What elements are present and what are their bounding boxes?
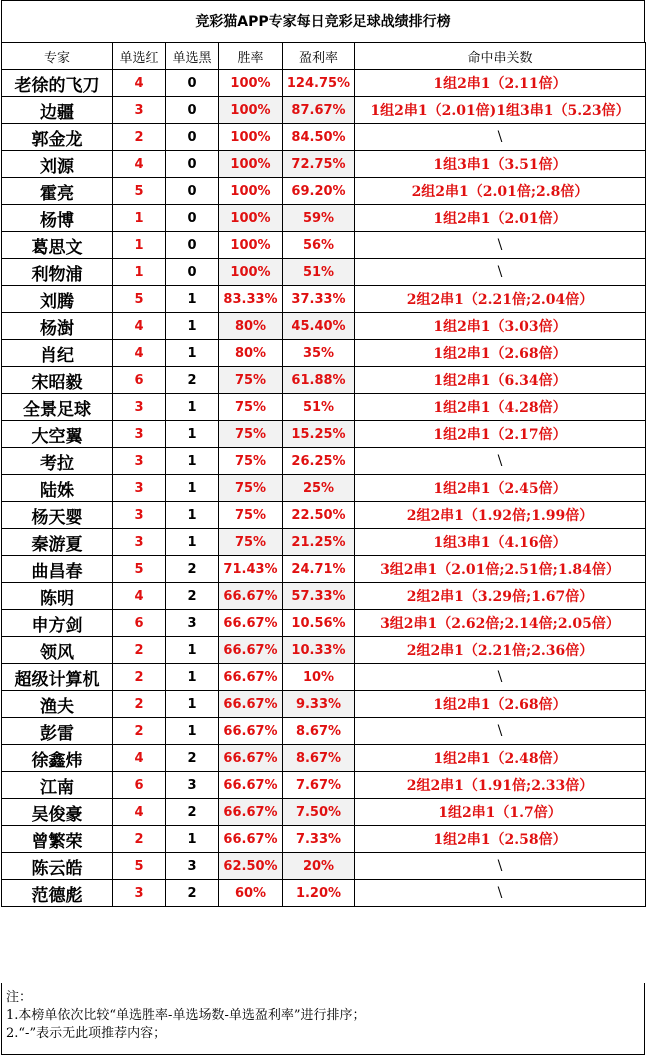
table-row xyxy=(2,232,646,259)
win-rate-cell: 80% xyxy=(219,340,283,367)
table-row xyxy=(2,421,646,448)
table-row xyxy=(2,178,646,205)
win-rate-cell: 75% xyxy=(219,394,283,421)
win-rate-cell: 66.67% xyxy=(219,637,283,664)
combo-hits-cell: 2组2串1（2.21倍;2.04倍） xyxy=(355,286,646,313)
single-black-cell: 3 xyxy=(166,772,219,799)
single-red-cell: 6 xyxy=(113,367,166,394)
table-row xyxy=(2,745,646,772)
expert-name-cell: 肖纪 xyxy=(2,340,113,367)
win-rate-cell: 100% xyxy=(219,232,283,259)
win-rate-cell: 66.67% xyxy=(219,583,283,610)
combo-hits-cell: 1组2串1（2.45倍） xyxy=(355,475,646,502)
single-red-cell: 4 xyxy=(113,583,166,610)
expert-name-cell: 申方剑 xyxy=(2,610,113,637)
profit-rate-cell: 59% xyxy=(283,205,355,232)
win-rate-cell: 75% xyxy=(219,475,283,502)
single-red-cell: 3 xyxy=(113,502,166,529)
single-black-cell: 1 xyxy=(166,664,219,691)
single-black-cell: 0 xyxy=(166,70,219,97)
combo-hits-cell: \ xyxy=(355,448,646,475)
combo-hits-cell: 2组2串1（3.29倍;1.67倍） xyxy=(355,583,646,610)
table-row xyxy=(2,448,646,475)
header-single-black: 单选黑 xyxy=(166,43,219,70)
header-win-rate: 胜率 xyxy=(219,43,283,70)
single-black-cell: 1 xyxy=(166,691,219,718)
expert-name-cell: 霍亮 xyxy=(2,178,113,205)
single-red-cell: 3 xyxy=(113,475,166,502)
expert-name-cell: 杨天婴 xyxy=(2,502,113,529)
table-row xyxy=(2,880,646,907)
single-black-cell: 0 xyxy=(166,178,219,205)
expert-name-cell: 老徐的飞刀 xyxy=(2,70,113,97)
single-red-cell: 3 xyxy=(113,880,166,907)
expert-name-cell: 曲昌春 xyxy=(2,556,113,583)
profit-rate-cell: 7.33% xyxy=(283,826,355,853)
expert-name-cell: 秦游夏 xyxy=(2,529,113,556)
single-red-cell: 3 xyxy=(113,448,166,475)
expert-name-cell: 刘源 xyxy=(2,151,113,178)
single-red-cell: 4 xyxy=(113,313,166,340)
table-body xyxy=(2,70,646,907)
win-rate-cell: 62.50% xyxy=(219,853,283,880)
header-combo-hits: 命中串关数 xyxy=(355,43,646,70)
win-rate-cell: 75% xyxy=(219,367,283,394)
win-rate-cell: 66.67% xyxy=(219,745,283,772)
profit-rate-cell: 84.50% xyxy=(283,124,355,151)
win-rate-cell: 66.67% xyxy=(219,718,283,745)
single-red-cell: 2 xyxy=(113,691,166,718)
single-red-cell: 5 xyxy=(113,853,166,880)
single-black-cell: 1 xyxy=(166,502,219,529)
expert-name-cell: 考拉 xyxy=(2,448,113,475)
single-red-cell: 2 xyxy=(113,826,166,853)
page-title: 竞彩猫APP专家每日竞彩足球战绩排行榜 xyxy=(1,0,645,42)
single-black-cell: 0 xyxy=(166,124,219,151)
combo-hits-cell: 3组2串1（2.62倍;2.14倍;2.05倍） xyxy=(355,610,646,637)
combo-hits-cell: \ xyxy=(355,232,646,259)
single-black-cell: 1 xyxy=(166,529,219,556)
table-row xyxy=(2,205,646,232)
single-black-cell: 2 xyxy=(166,745,219,772)
table-row xyxy=(2,610,646,637)
profit-rate-cell: 7.67% xyxy=(283,772,355,799)
table-row xyxy=(2,718,646,745)
table-row xyxy=(2,394,646,421)
profit-rate-cell: 57.33% xyxy=(283,583,355,610)
table-row xyxy=(2,637,646,664)
win-rate-cell: 75% xyxy=(219,529,283,556)
profit-rate-cell: 7.50% xyxy=(283,799,355,826)
win-rate-cell: 100% xyxy=(219,205,283,232)
win-rate-cell: 80% xyxy=(219,313,283,340)
expert-name-cell: 全景足球 xyxy=(2,394,113,421)
single-red-cell: 2 xyxy=(113,637,166,664)
combo-hits-cell: 2组2串1（1.91倍;2.33倍） xyxy=(355,772,646,799)
single-black-cell: 1 xyxy=(166,286,219,313)
combo-hits-cell: 1组3串1（3.51倍） xyxy=(355,151,646,178)
expert-name-cell: 宋昭毅 xyxy=(2,367,113,394)
combo-hits-cell: 1组2串1（1.7倍） xyxy=(355,799,646,826)
profit-rate-cell: 20% xyxy=(283,853,355,880)
win-rate-cell: 100% xyxy=(219,151,283,178)
table-row xyxy=(2,151,646,178)
profit-rate-cell: 1.20% xyxy=(283,880,355,907)
table-row xyxy=(2,97,646,124)
win-rate-cell: 71.43% xyxy=(219,556,283,583)
profit-rate-cell: 8.67% xyxy=(283,745,355,772)
combo-hits-cell: 1组3串1（4.16倍） xyxy=(355,529,646,556)
profit-rate-cell: 61.88% xyxy=(283,367,355,394)
table-row xyxy=(2,340,646,367)
single-red-cell: 4 xyxy=(113,151,166,178)
expert-name-cell: 渔夫 xyxy=(2,691,113,718)
single-black-cell: 1 xyxy=(166,718,219,745)
expert-name-cell: 杨澍 xyxy=(2,313,113,340)
single-black-cell: 3 xyxy=(166,610,219,637)
single-red-cell: 3 xyxy=(113,394,166,421)
combo-hits-cell: 1组2串1（2.17倍） xyxy=(355,421,646,448)
combo-hits-cell: 1组2串1（2.68倍） xyxy=(355,340,646,367)
profit-rate-cell: 72.75% xyxy=(283,151,355,178)
note-dash-meaning: 2.“-”表示无此项推荐内容； xyxy=(6,1026,167,1041)
single-black-cell: 1 xyxy=(166,394,219,421)
win-rate-cell: 75% xyxy=(219,448,283,475)
expert-name-cell: 陆姝 xyxy=(2,475,113,502)
single-red-cell: 4 xyxy=(113,745,166,772)
single-red-cell: 3 xyxy=(113,97,166,124)
profit-rate-cell: 87.67% xyxy=(283,97,355,124)
single-black-cell: 1 xyxy=(166,448,219,475)
win-rate-cell: 75% xyxy=(219,421,283,448)
profit-rate-cell: 56% xyxy=(283,232,355,259)
table-header-row xyxy=(2,43,646,70)
combo-hits-cell: 2组2串1（1.92倍;1.99倍） xyxy=(355,502,646,529)
single-red-cell: 4 xyxy=(113,70,166,97)
single-red-cell: 4 xyxy=(113,340,166,367)
profit-rate-cell: 22.50% xyxy=(283,502,355,529)
combo-hits-cell: 1组2串1（2.58倍） xyxy=(355,826,646,853)
expert-name-cell: 杨博 xyxy=(2,205,113,232)
ranking-sheet xyxy=(1,0,645,907)
single-black-cell: 0 xyxy=(166,205,219,232)
profit-rate-cell: 9.33% xyxy=(283,691,355,718)
profit-rate-cell: 10.33% xyxy=(283,637,355,664)
win-rate-cell: 100% xyxy=(219,97,283,124)
expert-name-cell: 郭金龙 xyxy=(2,124,113,151)
profit-rate-cell: 10.56% xyxy=(283,610,355,637)
single-red-cell: 2 xyxy=(113,124,166,151)
single-red-cell: 5 xyxy=(113,178,166,205)
profit-rate-cell: 51% xyxy=(283,394,355,421)
combo-hits-cell: 1组2串1（2.68倍） xyxy=(355,691,646,718)
single-red-cell: 5 xyxy=(113,556,166,583)
table-row xyxy=(2,583,646,610)
win-rate-cell: 75% xyxy=(219,502,283,529)
profit-rate-cell: 15.25% xyxy=(283,421,355,448)
expert-name-cell: 江南 xyxy=(2,772,113,799)
table-row xyxy=(2,475,646,502)
combo-hits-cell: 2组2串1（2.01倍;2.8倍） xyxy=(355,178,646,205)
single-red-cell: 1 xyxy=(113,259,166,286)
combo-hits-cell: \ xyxy=(355,853,646,880)
table-row xyxy=(2,259,646,286)
win-rate-cell: 83.33% xyxy=(219,286,283,313)
expert-name-cell: 陈云皓 xyxy=(2,853,113,880)
combo-hits-cell: 1组2串1（2.01倍)1组3串1（5.23倍） xyxy=(355,97,646,124)
win-rate-cell: 66.67% xyxy=(219,799,283,826)
single-red-cell: 2 xyxy=(113,664,166,691)
combo-hits-cell: \ xyxy=(355,664,646,691)
note-sort-rule: 1.本榜单依次比较“单选胜率-单选场数-单选盈利率”进行排序； xyxy=(6,1008,366,1023)
win-rate-cell: 100% xyxy=(219,259,283,286)
profit-rate-cell: 45.40% xyxy=(283,313,355,340)
table-row xyxy=(2,286,646,313)
table-row xyxy=(2,853,646,880)
single-black-cell: 0 xyxy=(166,259,219,286)
combo-hits-cell: \ xyxy=(355,259,646,286)
combo-hits-cell: 2组2串1（2.21倍;2.36倍） xyxy=(355,637,646,664)
single-black-cell: 2 xyxy=(166,367,219,394)
single-red-cell: 5 xyxy=(113,286,166,313)
expert-name-cell: 范德彪 xyxy=(2,880,113,907)
profit-rate-cell: 35% xyxy=(283,340,355,367)
table-row xyxy=(2,313,646,340)
expert-name-cell: 大空翼 xyxy=(2,421,113,448)
table-row xyxy=(2,799,646,826)
combo-hits-cell: 1组2串1（2.01倍） xyxy=(355,205,646,232)
win-rate-cell: 100% xyxy=(219,124,283,151)
expert-name-cell: 边疆 xyxy=(2,97,113,124)
combo-hits-cell: \ xyxy=(355,718,646,745)
win-rate-cell: 66.67% xyxy=(219,664,283,691)
table-row xyxy=(2,529,646,556)
profit-rate-cell: 124.75% xyxy=(283,70,355,97)
single-black-cell: 1 xyxy=(166,340,219,367)
profit-rate-cell: 21.25% xyxy=(283,529,355,556)
combo-hits-cell: 1组2串1（3.03倍） xyxy=(355,313,646,340)
table-row xyxy=(2,826,646,853)
table-row xyxy=(2,691,646,718)
win-rate-cell: 66.67% xyxy=(219,691,283,718)
single-red-cell: 3 xyxy=(113,529,166,556)
combo-hits-cell: 1组2串1（6.34倍） xyxy=(355,367,646,394)
single-black-cell: 2 xyxy=(166,583,219,610)
win-rate-cell: 66.67% xyxy=(219,826,283,853)
single-black-cell: 1 xyxy=(166,826,219,853)
expert-name-cell: 吴俊豪 xyxy=(2,799,113,826)
expert-name-cell: 徐鑫炜 xyxy=(2,745,113,772)
header-profit-rate: 盈利率 xyxy=(283,43,355,70)
combo-hits-cell: \ xyxy=(355,880,646,907)
profit-rate-cell: 24.71% xyxy=(283,556,355,583)
single-black-cell: 0 xyxy=(166,151,219,178)
expert-name-cell: 超级计算机 xyxy=(2,664,113,691)
notes-box xyxy=(1,983,645,1055)
single-red-cell: 3 xyxy=(113,421,166,448)
profit-rate-cell: 69.20% xyxy=(283,178,355,205)
win-rate-cell: 100% xyxy=(219,178,283,205)
expert-name-cell: 曾繁荣 xyxy=(2,826,113,853)
expert-name-cell: 彭雷 xyxy=(2,718,113,745)
table-row xyxy=(2,664,646,691)
single-red-cell: 2 xyxy=(113,718,166,745)
profit-rate-cell: 25% xyxy=(283,475,355,502)
table-row xyxy=(2,124,646,151)
table-row xyxy=(2,367,646,394)
table-row xyxy=(2,556,646,583)
expert-name-cell: 利物浦 xyxy=(2,259,113,286)
combo-hits-cell: 3组2串1（2.01倍;2.51倍;1.84倍） xyxy=(355,556,646,583)
single-red-cell: 1 xyxy=(113,232,166,259)
win-rate-cell: 66.67% xyxy=(219,610,283,637)
expert-name-cell: 葛思文 xyxy=(2,232,113,259)
profit-rate-cell: 51% xyxy=(283,259,355,286)
single-black-cell: 2 xyxy=(166,556,219,583)
single-black-cell: 3 xyxy=(166,853,219,880)
profit-rate-cell: 10% xyxy=(283,664,355,691)
single-black-cell: 0 xyxy=(166,232,219,259)
header-expert: 专家 xyxy=(2,43,113,70)
table-row xyxy=(2,70,646,97)
single-red-cell: 4 xyxy=(113,799,166,826)
single-black-cell: 1 xyxy=(166,637,219,664)
expert-name-cell: 陈明 xyxy=(2,583,113,610)
win-rate-cell: 60% xyxy=(219,880,283,907)
combo-hits-cell: 1组2串1（4.28倍） xyxy=(355,394,646,421)
single-black-cell: 1 xyxy=(166,475,219,502)
expert-name-cell: 领风 xyxy=(2,637,113,664)
single-red-cell: 6 xyxy=(113,772,166,799)
single-black-cell: 1 xyxy=(166,421,219,448)
win-rate-cell: 66.67% xyxy=(219,772,283,799)
notes-heading: 注： xyxy=(6,990,33,1005)
single-black-cell: 2 xyxy=(166,880,219,907)
single-red-cell: 1 xyxy=(113,205,166,232)
profit-rate-cell: 26.25% xyxy=(283,448,355,475)
expert-name-cell: 刘腾 xyxy=(2,286,113,313)
single-black-cell: 1 xyxy=(166,313,219,340)
header-single-red: 单选红 xyxy=(113,43,166,70)
profit-rate-cell: 37.33% xyxy=(283,286,355,313)
profit-rate-cell: 8.67% xyxy=(283,718,355,745)
combo-hits-cell: 1组2串1（2.48倍） xyxy=(355,745,646,772)
combo-hits-cell: \ xyxy=(355,124,646,151)
single-black-cell: 0 xyxy=(166,97,219,124)
combo-hits-cell: 1组2串1（2.11倍） xyxy=(355,70,646,97)
win-rate-cell: 100% xyxy=(219,70,283,97)
table-row xyxy=(2,502,646,529)
table-row xyxy=(2,772,646,799)
single-red-cell: 6 xyxy=(113,610,166,637)
ranking-table xyxy=(1,42,646,907)
single-black-cell: 2 xyxy=(166,799,219,826)
